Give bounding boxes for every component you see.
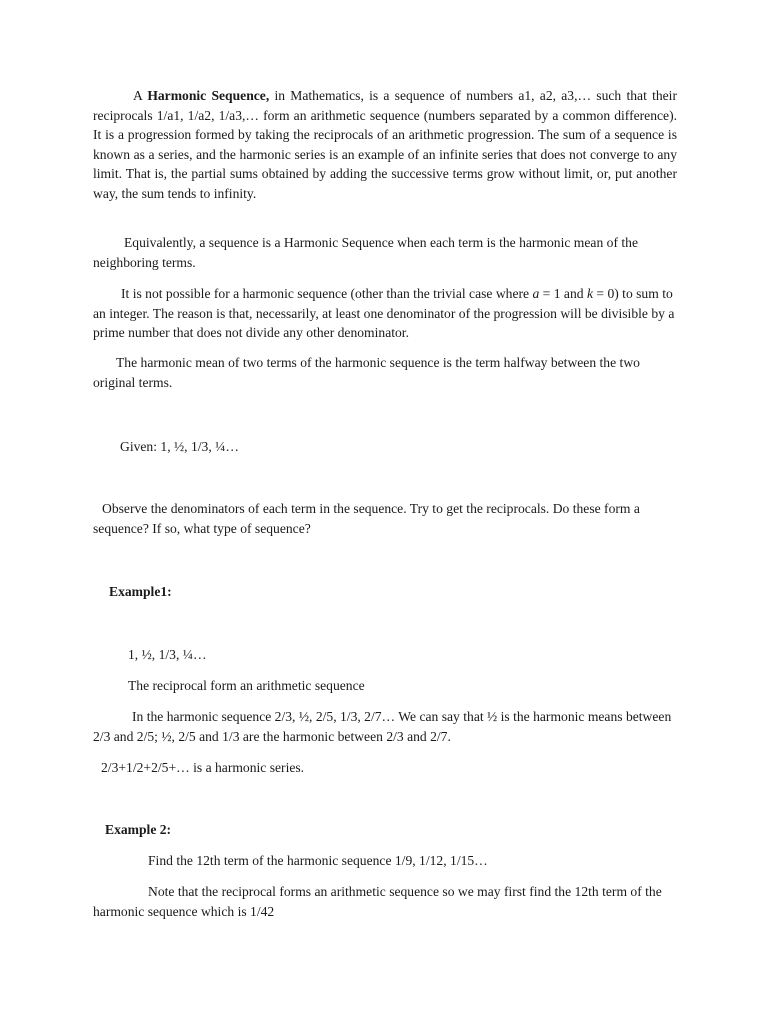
integer-sum-text-1: It is not possible for a harmonic sequence (other than the trivial case where [121,286,533,301]
example2-question: Find the 12th term of the harmonic sequence 1/9, 1/12, 1/15… [148,853,488,868]
example1-heading [109,582,172,602]
definition-paragraph [93,86,677,203]
example1-heading-text: Example1: [109,584,172,599]
example2-heading-text: Example 2: [105,822,172,837]
definition-body: in Mathematics, is a sequence of numbers a1, a2, a3,… such that their reciprocals 1/a1, 1/a2, 1/a3,… form an arithmetic sequence (numbers separated by a common difference). It is a progression formed by taking the reciprocals of an arithmetic progression. The sum of a sequence is known as a series, and the harmonic series is an example of an infinite series that does not converge to any limit. That is, the partial sums obtained by adding the successive terms grow without limit, or, put another way, the sum tends to infinity. [93,88,677,201]
example1-sequence: 1, ½, 1/3, ¼… [128,647,207,662]
example2-heading [105,820,171,840]
equivalence-paragraph: Equivalently, a sequence is a Harmonic Sequence when each term is the harmonic mean of the neighboring terms. [93,235,638,270]
integer-sum-paragraph [93,284,677,343]
harmonic-sequence-term: Harmonic Sequence, [147,88,270,103]
definition-lead: A [133,88,148,103]
given-line: Given: 1, ½, 1/3, ¼… [120,439,239,454]
harmonic-mean-paragraph: The harmonic mean of two terms of the harmonic sequence is the term halfway between the two original terms. [93,355,640,390]
integer-sum-text-3: = 0) to sum to an integer. The reason is that, necessarily, at least one denominator of the progression will be divisible by a prime number that does not divide any other denominator. [93,286,675,340]
example1-series: 2/3+1/2+2/5+… is a harmonic series. [101,760,305,775]
example1-harmonic-means: In the harmonic sequence 2/3, ½, 2/5, 1/3, 2/7… We can say that ½ is the harmonic means between 2/3 and 2/5; ½, 2/5 and 1/3 are the harmonic between 2/3 and 2/7. [93,709,672,744]
observe-paragraph: Observe the denominators of each term in the sequence. Try to get the reciprocals. Do these form a sequence? If so, what type of sequence? [93,501,640,536]
variable-k: k [586,286,593,301]
integer-sum-text-2: = 1 and [539,286,587,301]
variable-a: a [532,286,540,301]
example1-reciprocal-note: The reciprocal form an arithmetic sequence [128,678,365,693]
example2-answer: Note that the reciprocal forms an arithmetic sequence so we may first find the 12th term of the harmonic sequence which is 1/42 [93,884,662,919]
